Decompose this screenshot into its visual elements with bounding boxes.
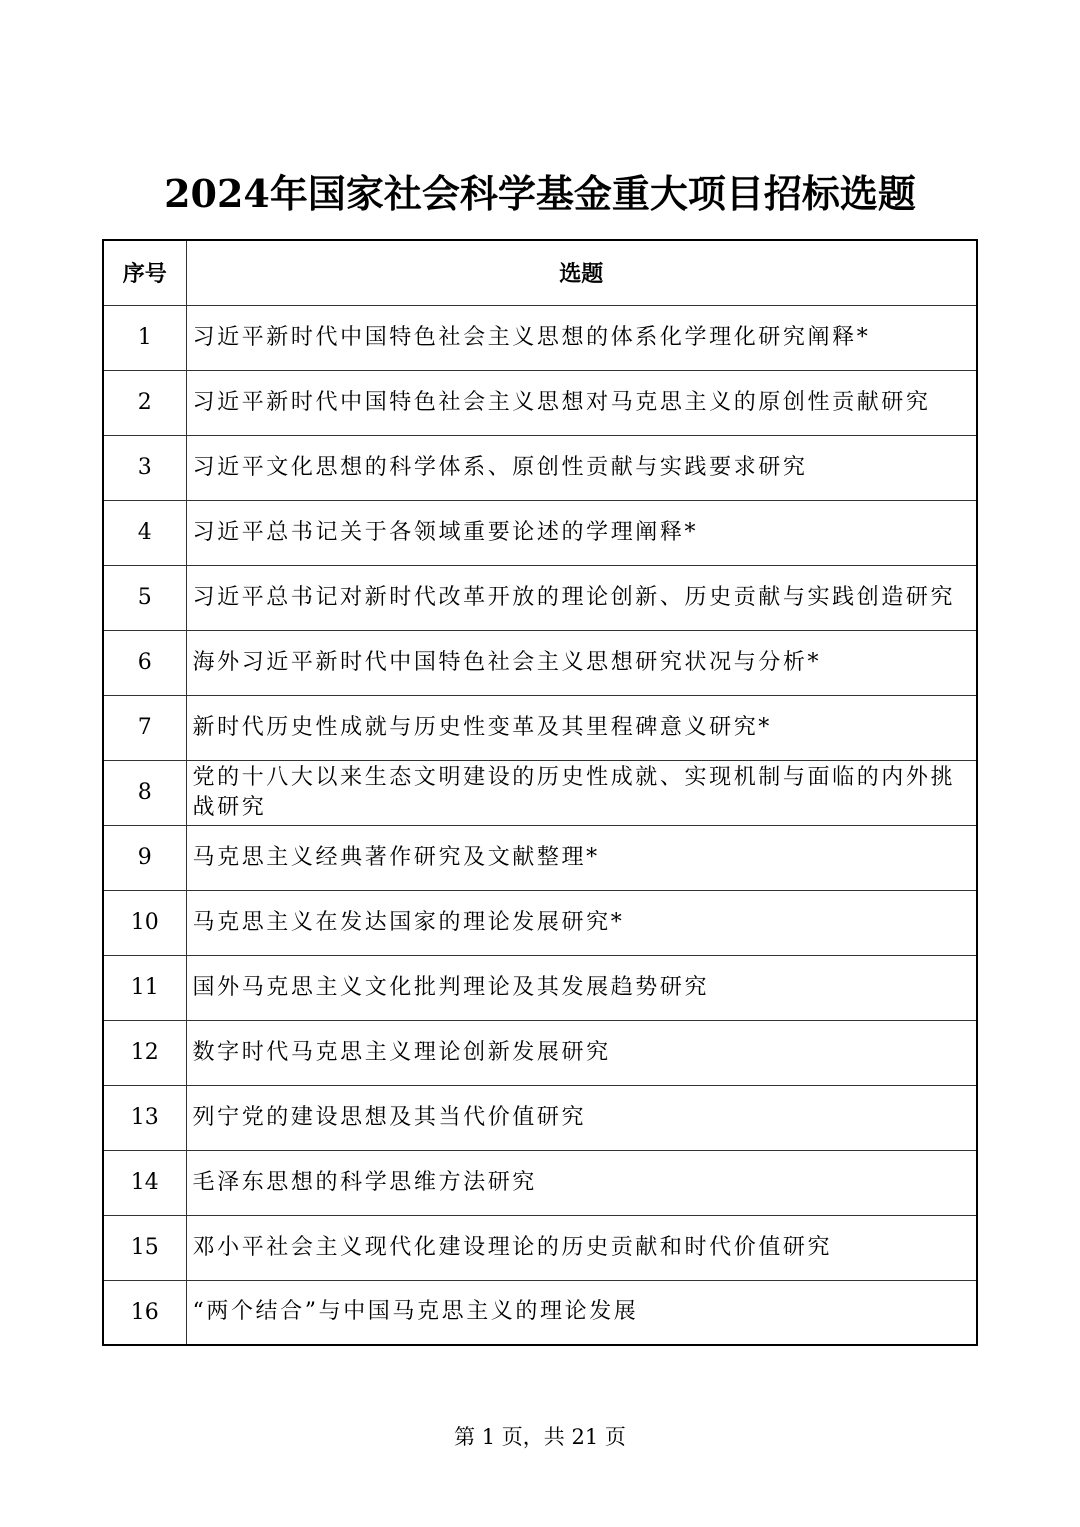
- table-row: [103, 305, 977, 370]
- row-number: 13: [103, 1085, 186, 1150]
- row-number: 10: [103, 890, 186, 955]
- row-topic: 马克思主义在发达国家的理论发展研究*: [186, 890, 977, 955]
- row-number: 12: [103, 1020, 186, 1085]
- table-row: [103, 1085, 977, 1150]
- row-number: 8: [103, 760, 186, 825]
- table-row: [103, 1150, 977, 1215]
- row-topic: 习近平文化思想的科学体系、原创性贡献与实践要求研究: [186, 435, 977, 500]
- table-row: [103, 370, 977, 435]
- table-row: [103, 1020, 977, 1085]
- table-row: [103, 630, 977, 695]
- table-row: [103, 1280, 977, 1345]
- header-topic: 选题: [186, 240, 977, 305]
- row-number: 14: [103, 1150, 186, 1215]
- row-topic: 列宁党的建设思想及其当代价值研究: [186, 1085, 977, 1150]
- document-title: 2024年国家社会科学基金重大项目招标选题: [164, 171, 916, 216]
- row-topic: 马克思主义经典著作研究及文献整理*: [186, 825, 977, 890]
- row-number: 1: [103, 305, 186, 370]
- row-topic: 新时代历史性成就与历史性变革及其里程碑意义研究*: [186, 695, 977, 760]
- table-row: [103, 760, 977, 825]
- row-number: 9: [103, 825, 186, 890]
- row-topic: 国外马克思主义文化批判理论及其发展趋势研究: [186, 955, 977, 1020]
- table-header-row: [103, 240, 977, 305]
- row-number: 6: [103, 630, 186, 695]
- table-row: [103, 825, 977, 890]
- header-number: 序号: [103, 240, 186, 305]
- page-footer: 第 1 页，共 21 页: [454, 1425, 626, 1449]
- row-number: 4: [103, 500, 186, 565]
- row-topic: 习近平总书记对新时代改革开放的理论创新、历史贡献与实践创造研究: [186, 565, 977, 630]
- table-row: [103, 890, 977, 955]
- row-topic: 毛泽东思想的科学思维方法研究: [186, 1150, 977, 1215]
- table-body: [103, 305, 977, 1345]
- row-number: 15: [103, 1215, 186, 1280]
- table-row: [103, 695, 977, 760]
- row-topic: 习近平新时代中国特色社会主义思想对马克思主义的原创性贡献研究: [186, 370, 977, 435]
- row-topic: “两个结合”与中国马克思主义的理论发展: [186, 1280, 977, 1345]
- table-row: [103, 500, 977, 565]
- row-topic: 海外习近平新时代中国特色社会主义思想研究状况与分析*: [186, 630, 977, 695]
- row-topic: 习近平总书记关于各领域重要论述的学理阐释*: [186, 500, 977, 565]
- table-row: [103, 435, 977, 500]
- row-number: 2: [103, 370, 186, 435]
- table-row: [103, 565, 977, 630]
- row-number: 16: [103, 1280, 186, 1345]
- row-topic: 邓小平社会主义现代化建设理论的历史贡献和时代价值研究: [186, 1215, 977, 1280]
- row-number: 3: [103, 435, 186, 500]
- row-topic: 党的十八大以来生态文明建设的历史性成就、实现机制与面临的内外挑战研究: [186, 760, 977, 825]
- row-number: 7: [103, 695, 186, 760]
- topics-table: [102, 239, 978, 1346]
- table-row: [103, 1215, 977, 1280]
- row-topic: 数字时代马克思主义理论创新发展研究: [186, 1020, 977, 1085]
- table-row: [103, 955, 977, 1020]
- row-number: 5: [103, 565, 186, 630]
- row-number: 11: [103, 955, 186, 1020]
- row-topic: 习近平新时代中国特色社会主义思想的体系化学理化研究阐释*: [186, 305, 977, 370]
